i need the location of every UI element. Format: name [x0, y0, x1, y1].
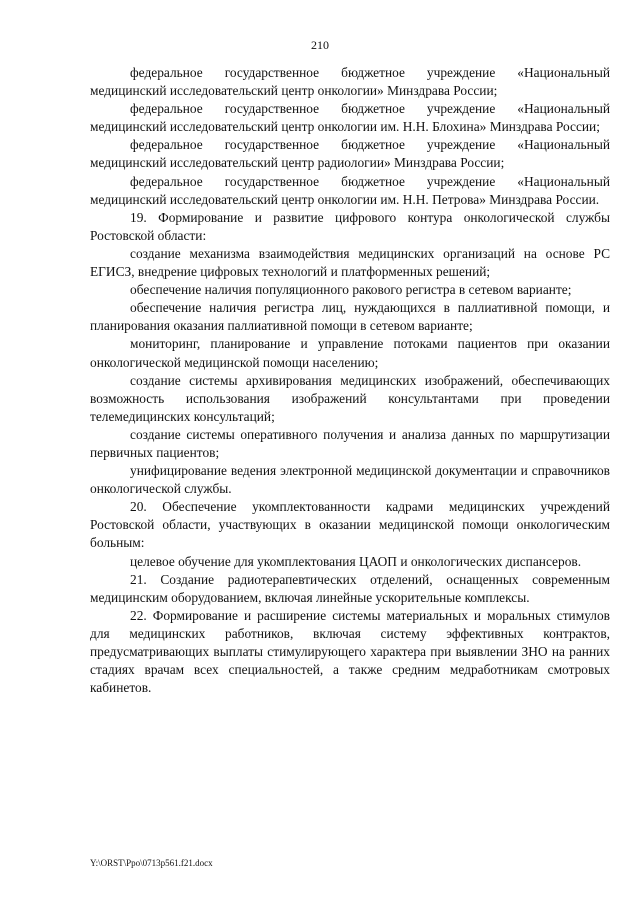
- paragraph-13: 20. Обеспечение укомплектованности кадрами медицинских учреждений Ростовской области, участвующих в оказании медицинской помощи онкологическим больным:: [90, 499, 610, 551]
- footer-file-path: Y:\ORST\Ppo\0713p561.f21.docx: [90, 858, 213, 868]
- page-number: 210: [311, 38, 329, 52]
- paragraph-16: 22. Формирование и расширение системы материальных и моральных стимулов для медицинских работников, включая систему эффективных контрактов, предусматривающих выплаты стимулирующего характера при выявлении ЗНО на ранних стадиях врачам всех специальностей, а также средним медработникам смотровых кабинетов.: [90, 607, 610, 696]
- paragraph-3: федеральное государственное бюджетное учреждение «Национальный медицинский исследовательский центр радиологии» Минздрава России;: [90, 137, 610, 171]
- document-body: [90, 64, 610, 697]
- paragraph-6: создание механизма взаимодействия медицинских организаций на основе РС ЕГИСЗ, внедрение цифровых технологий и платформенных решений;: [90, 245, 610, 280]
- paragraph-15: 21. Создание радиотерапевтических отделений, оснащенных современным медицинским оборудованием, включая линейные ускорительные комплексы.: [90, 571, 610, 605]
- paragraph-4: федеральное государственное бюджетное учреждение «Национальный медицинский исследовательский центр онкологии им. Н.Н. Петрова» Минздрава России.: [90, 173, 610, 207]
- paragraph-8: обеспечение наличия регистра лиц, нуждающихся в паллиативной помощи, и планирования оказания паллиативной помощи в сетевом варианте;: [90, 300, 610, 334]
- paragraph-10: создание системы архивирования медицинских изображений, обеспечивающих возможность использования изображений консультантами при проведении телемедицинских консультаций;: [90, 372, 610, 424]
- paragraph-12: унифицирование ведения электронной медицинской документации и справочников онкологической службы.: [90, 463, 610, 497]
- paragraph-2: федеральное государственное бюджетное учреждение «Национальный медицинский исследовательский центр онкологии им. Н.Н. Блохина» Минздрава России;: [90, 101, 610, 135]
- paragraph-14: целевое обучение для укомплектования ЦАОП и онкологических диспансеров.: [130, 553, 582, 569]
- paragraph-1: федеральное государственное бюджетное учреждение «Национальный медицинский исследовательский центр онкологии» Минздрава России;: [90, 65, 610, 99]
- paragraph-7: обеспечение наличия популяционного ракового регистра в сетевом варианте;: [130, 282, 572, 298]
- paragraph-11: создание системы оперативного получения и анализа данных по маршрутизации первичных пациентов;: [90, 426, 610, 460]
- paragraph-9: мониторинг, планирование и управление потоками пациентов при оказании онкологической медицинской помощи населению;: [90, 336, 610, 370]
- paragraph-5: 19. Формирование и развитие цифрового контура онкологической службы Ростовской области:: [90, 209, 610, 243]
